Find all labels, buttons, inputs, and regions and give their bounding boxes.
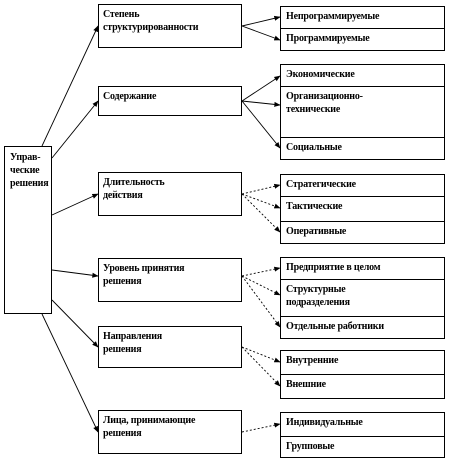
leaf-label-line: Тактические [286, 201, 343, 212]
category-to-leaf-arrow [242, 194, 280, 208]
leaf-box [280, 350, 445, 375]
leaf-label-line: Экономические [286, 69, 355, 80]
root-to-category-arrow [42, 26, 98, 146]
leaf-box [280, 137, 445, 160]
root-label-line: ческие [10, 165, 40, 176]
category-to-leaf-arrow [242, 26, 280, 40]
leaf-box [280, 221, 445, 244]
root-to-category-arrow [52, 270, 98, 276]
category-to-leaf-arrow [242, 424, 280, 432]
category-label-line: Направления [103, 331, 163, 342]
category-box [98, 4, 242, 48]
leaf-box [280, 279, 445, 317]
leaf-label-line: подразделения [286, 297, 350, 308]
category-label-line: решения [103, 344, 142, 355]
leaf-label-line: Программируемые [286, 33, 370, 44]
category-box [98, 410, 242, 454]
leaf-label-line: Структурные [286, 284, 346, 295]
category-to-leaf-arrow [242, 101, 280, 148]
leaf-box [280, 374, 445, 399]
leaf-label-line: Организационно- [286, 91, 363, 102]
leaf-box [280, 28, 445, 51]
category-label-line: действия [103, 190, 143, 201]
root-label-line: Управ- [10, 152, 41, 163]
category-to-leaf-arrow [242, 185, 280, 194]
leaf-label-line: Внутренние [286, 355, 339, 366]
leaf-label-line: Оперативные [286, 226, 347, 237]
root-label-line: решения [10, 178, 49, 189]
leaf-label-line: Стратегические [286, 179, 356, 190]
leaf-label-line: Групповые [286, 441, 335, 452]
leaf-box [280, 436, 445, 458]
category-to-leaf-arrow [242, 17, 280, 26]
leaf-label-line: технические [286, 104, 341, 115]
category-box [98, 86, 242, 116]
root-to-category-arrow [52, 300, 98, 347]
leaf-box [280, 412, 445, 437]
category-label-line: Степень [103, 9, 140, 20]
leaf-label-line: Отдельные работники [286, 321, 384, 332]
root-to-category-arrow [42, 314, 98, 432]
leaf-label-line: Внешние [286, 379, 326, 390]
category-label-line: решения [103, 276, 142, 287]
category-box [98, 258, 242, 302]
category-to-leaf-arrow [242, 76, 280, 101]
category-to-leaf-arrow [242, 276, 280, 295]
leaf-box [280, 86, 445, 138]
category-to-leaf-arrow [242, 268, 280, 276]
category-to-leaf-arrow [242, 347, 280, 386]
category-label-line: Уровень принятия [103, 263, 185, 274]
root-box [4, 146, 52, 314]
category-label-line: решения [103, 428, 142, 439]
category-to-leaf-arrow [242, 347, 280, 362]
category-to-leaf-arrow [242, 101, 280, 105]
leaf-box [280, 316, 445, 339]
leaf-box [280, 196, 445, 222]
leaf-label-line: Социальные [286, 142, 342, 153]
leaf-label-line: Предприятие в целом [286, 262, 381, 273]
category-label-line: структурированности [103, 22, 199, 33]
leaf-box [280, 174, 445, 197]
root-to-category-arrow [52, 194, 98, 215]
category-label-line: Содержание [103, 91, 157, 102]
leaf-label-line: Непрограммируемые [286, 11, 380, 22]
category-label-line: Лица, принимающие [103, 415, 196, 426]
category-to-leaf-arrow [242, 194, 280, 232]
leaf-label-line: Индивидуальные [286, 417, 363, 428]
category-label-line: Длительность [103, 177, 165, 188]
leaf-box [280, 6, 445, 29]
leaf-box [280, 257, 445, 280]
category-to-leaf-arrow [242, 276, 280, 327]
category-box [98, 172, 242, 216]
category-box [98, 326, 242, 368]
leaf-box [280, 64, 445, 87]
